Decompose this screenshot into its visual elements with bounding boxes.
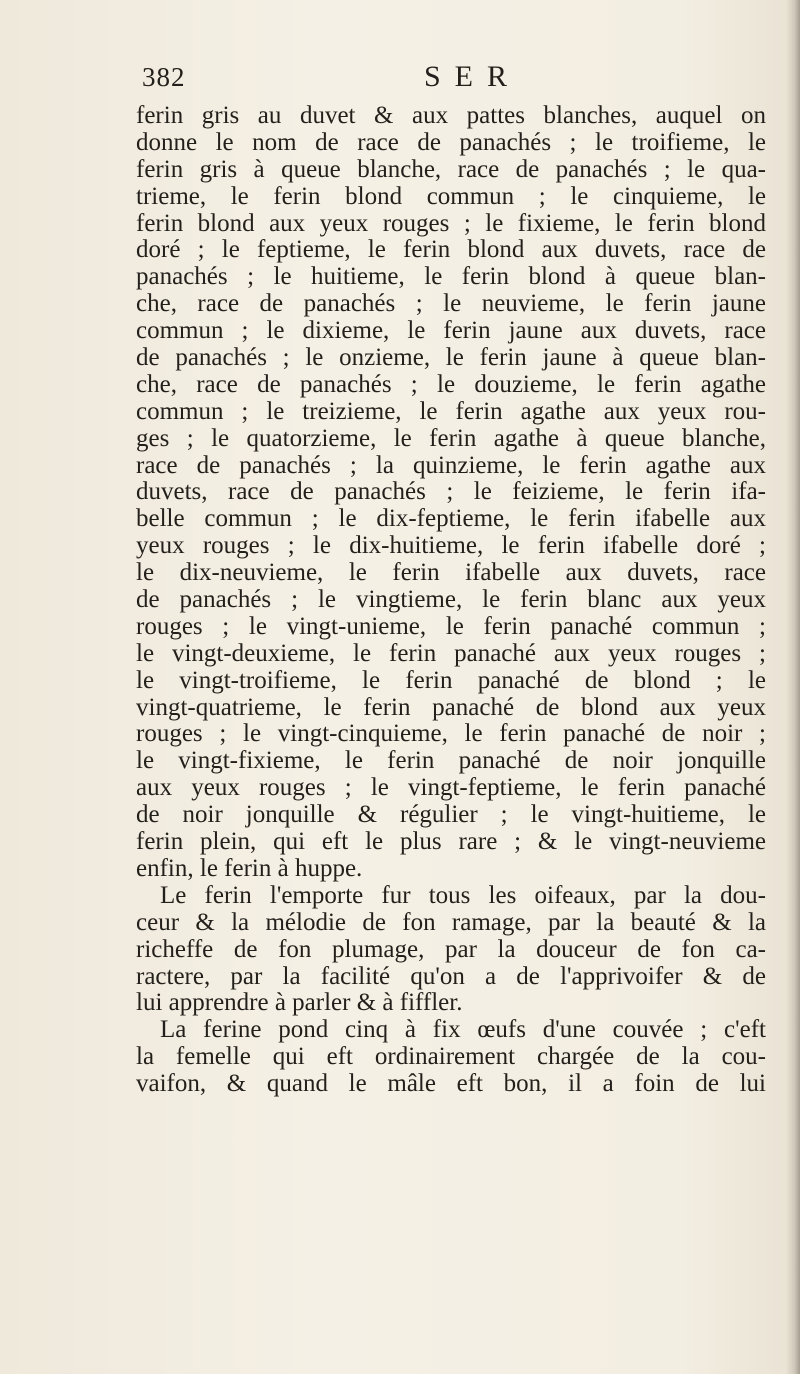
text-line: de noir jonquille & régulier ; le vingt-huitieme, le — [136, 802, 766, 829]
text-line: race de panachés ; la quinzieme, le ferin agathe aux — [136, 452, 766, 479]
text-line: donne le nom de race de panachés ; le troifieme, le — [136, 129, 766, 156]
text-line: La ferine pond cinq à fix œufs d'une couvée ; c'eft — [160, 1017, 766, 1044]
text-line: ferin gris à queue blanche, race de panachés ; le qua- — [136, 156, 766, 183]
text-line: commun ; le treizieme, le ferin agathe aux yeux rou- — [136, 398, 766, 425]
text-line: vingt-quatrieme, le ferin panaché de blond aux yeux — [136, 694, 766, 721]
text-line: le dix-neuvieme, le ferin ifabelle aux duvets, race — [136, 560, 766, 587]
text-line: doré ; le feptieme, le ferin blond aux duvets, race de — [136, 237, 766, 264]
text-line: enfin, le ferin à huppe. — [136, 855, 363, 882]
running-head: SER — [424, 60, 522, 93]
text-line: ferin gris au duvet & aux pattes blanches, auquel on — [136, 103, 766, 129]
text-line: belle commun ; le dix-feptieme, le ferin ifabelle aux — [136, 506, 766, 533]
text-line: ferin plein, qui eft le plus rare ; & le vingt-neuvieme — [136, 829, 766, 856]
text-line: le vingt-deuxieme, le ferin panaché aux yeux rouges ; — [136, 640, 766, 667]
text-line: aux yeux rouges ; le vingt-feptieme, le ferin panaché — [136, 775, 766, 802]
text-line: ges ; le quatorzieme, le ferin agathe à queue blanche, — [136, 425, 766, 452]
text-line: yeux rouges ; le dix-huitieme, le ferin ifabelle doré ; — [136, 533, 766, 560]
page-number: 382 — [142, 62, 186, 92]
text-line: che, race de panachés ; le neuvieme, le ferin jaune — [136, 291, 766, 318]
text-line: le vingt-fixieme, le ferin panaché de noir jonquille — [136, 748, 766, 775]
text-line: ractere, par la facilité qu'on a de l'apprivoifer & de — [136, 963, 766, 990]
text-line: rouges ; le vingt-cinquieme, le ferin panaché de noir ; — [136, 721, 766, 748]
text-line: rouges ; le vingt-unieme, le ferin panaché commun ; — [136, 613, 766, 640]
text-line: ceur & la mélodie de fon ramage, par la beauté & la — [136, 909, 766, 936]
text-line: che, race de panachés ; le douzieme, le ferin agathe — [136, 371, 766, 398]
text-line: ferin blond aux yeux rouges ; le fixieme, le ferin blond — [136, 210, 766, 237]
text-line: trieme, le ferin blond commun ; le cinquieme, le — [136, 183, 766, 210]
text-line: commun ; le dixieme, le ferin jaune aux duvets, race — [136, 318, 766, 345]
page-header — [142, 62, 762, 102]
text-line: vaifon, & quand le mâle eft bon, il a foin de lui — [136, 1071, 766, 1098]
page-fold-shadow — [786, 0, 800, 1374]
text-line: duvets, race de panachés ; le feizieme, le ferin ifa- — [136, 479, 766, 506]
text-line: la femelle qui eft ordinairement chargée de la cou- — [136, 1044, 766, 1071]
text-line: de panachés ; le vingtieme, le ferin blanc aux yeux — [136, 587, 766, 614]
body-text — [136, 103, 766, 1098]
text-line: le vingt-troifieme, le ferin panaché de blond ; le — [136, 667, 766, 694]
text-line: richeffe de fon plumage, par la douceur de fon ca- — [136, 936, 766, 963]
text-line: lui apprendre à parler & à fiffler. — [136, 990, 463, 1017]
text-line: panachés ; le huitieme, le ferin blond à queue blan- — [136, 264, 766, 291]
text-line: de panachés ; le onzieme, le ferin jaune à queue blan- — [136, 345, 766, 372]
text-line: Le ferin l'emporte fur tous les oifeaux, par la dou- — [160, 882, 766, 909]
